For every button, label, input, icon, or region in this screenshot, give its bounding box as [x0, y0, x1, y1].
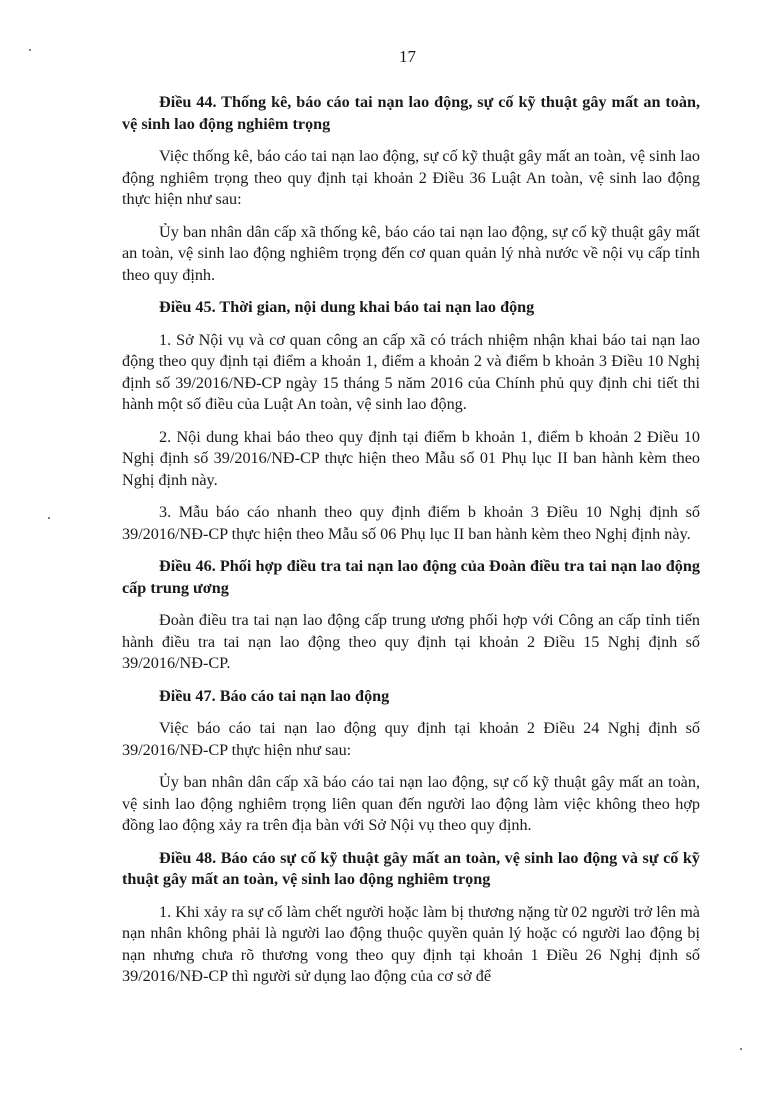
article-48-heading: Điều 48. Báo cáo sự cố kỹ thuật gây mất an toàn, vệ sinh lao động và sự cố kỹ thuật gây mất an toàn, vệ sinh lao động nghiêm trọng — [122, 848, 700, 888]
article-48-clause-1: 1. Khi xảy ra sự cố làm chết người hoặc làm bị thương nặng từ 02 người trở lên mà nạn nhân không phải là người lao động thuộc quyền quản lý hoặc có người lao động bị nạn nhưng chưa rõ thương vong theo quy định tại khoản 1 Điều 26 Nghị định số 39/2016/NĐ-CP thì người sử dụng lao động của cơ sở để — [122, 902, 700, 985]
article-46-heading: Điều 46. Phối hợp điều tra tai nạn lao động của Đoàn điều tra tai nạn lao động cấp trung ương — [122, 557, 700, 597]
article-44-paragraph: Ủy ban nhân dân cấp xã thống kê, báo cáo tai nạn lao động, sự cố kỹ thuật gây mất an toàn, vệ sinh lao động nghiêm trọng đến cơ quan quản lý nhà nước về nội vụ cấp tỉnh theo quy định. — [122, 222, 700, 284]
article-47-intro: Việc báo cáo tai nạn lao động quy định tại khoản 2 Điều 24 Nghị định số 39/2016/NĐ-CP thực hiện như sau: — [122, 719, 700, 759]
page-number: 17 — [399, 47, 416, 66]
scan-speck — [48, 517, 50, 519]
article-45-clause-1: 1. Sở Nội vụ và cơ quan công an cấp xã có trách nhiệm nhận khai báo tai nạn lao động theo quy định tại điểm a khoản 1, điểm a khoản 2 và điểm b khoản 3 Điều 10 Nghị định số 39/2016/NĐ-CP ngày 15 tháng 5 năm 2016 của Chính phủ quy định chi tiết thi hành một số điều của Luật An toàn, vệ sinh lao động. — [122, 330, 700, 413]
article-45-clause-3: 3. Mẫu báo cáo nhanh theo quy định điểm b khoản 3 Điều 10 Nghị định số 39/2016/NĐ-CP thực hiện theo Mẫu số 06 Phụ lục II ban hành kèm theo Nghị định này. — [122, 503, 700, 543]
article-46-paragraph: Đoàn điều tra tai nạn lao động cấp trung ương phối hợp với Công an cấp tỉnh tiến hành điều tra tai nạn lao động theo quy định tại khoản 2 Điều 15 Nghị định số 39/2016/NĐ-CP. — [122, 611, 700, 672]
scan-speck — [29, 49, 31, 51]
article-44-heading: Điều 44. Thống kê, báo cáo tai nạn lao động, sự cố kỹ thuật gây mất an toàn, vệ sinh lao động nghiêm trọng — [122, 93, 700, 133]
article-45-clause-2: 2. Nội dung khai báo theo quy định tại điểm b khoản 1, điểm b khoản 2 Điều 10 Nghị định số 39/2016/NĐ-CP thực hiện theo Mẫu số 01 Phụ lục II ban hành kèm theo Nghị định này. — [122, 427, 700, 489]
article-44-intro: Việc thống kê, báo cáo tai nạn lao động, sự cố kỹ thuật gây mất an toàn, vệ sinh lao động nghiêm trọng theo quy định tại khoản 2 Điều 36 Luật An toàn, vệ sinh lao động thực hiện như sau: — [122, 147, 700, 208]
article-45-heading: Điều 45. Thời gian, nội dung khai báo tai nạn lao động — [159, 298, 535, 316]
document-body — [122, 92, 700, 999]
scan-speck — [740, 1048, 742, 1050]
article-47-paragraph: Ủy ban nhân dân cấp xã báo cáo tai nạn lao động, sự cố kỹ thuật gây mất an toàn, vệ sinh lao động nghiêm trọng liên quan đến người lao động làm việc không theo hợp đồng lao động xảy ra trên địa bàn với Sở Nội vụ theo quy định. — [122, 773, 700, 834]
article-47-heading: Điều 47. Báo cáo tai nạn lao động — [159, 686, 390, 705]
